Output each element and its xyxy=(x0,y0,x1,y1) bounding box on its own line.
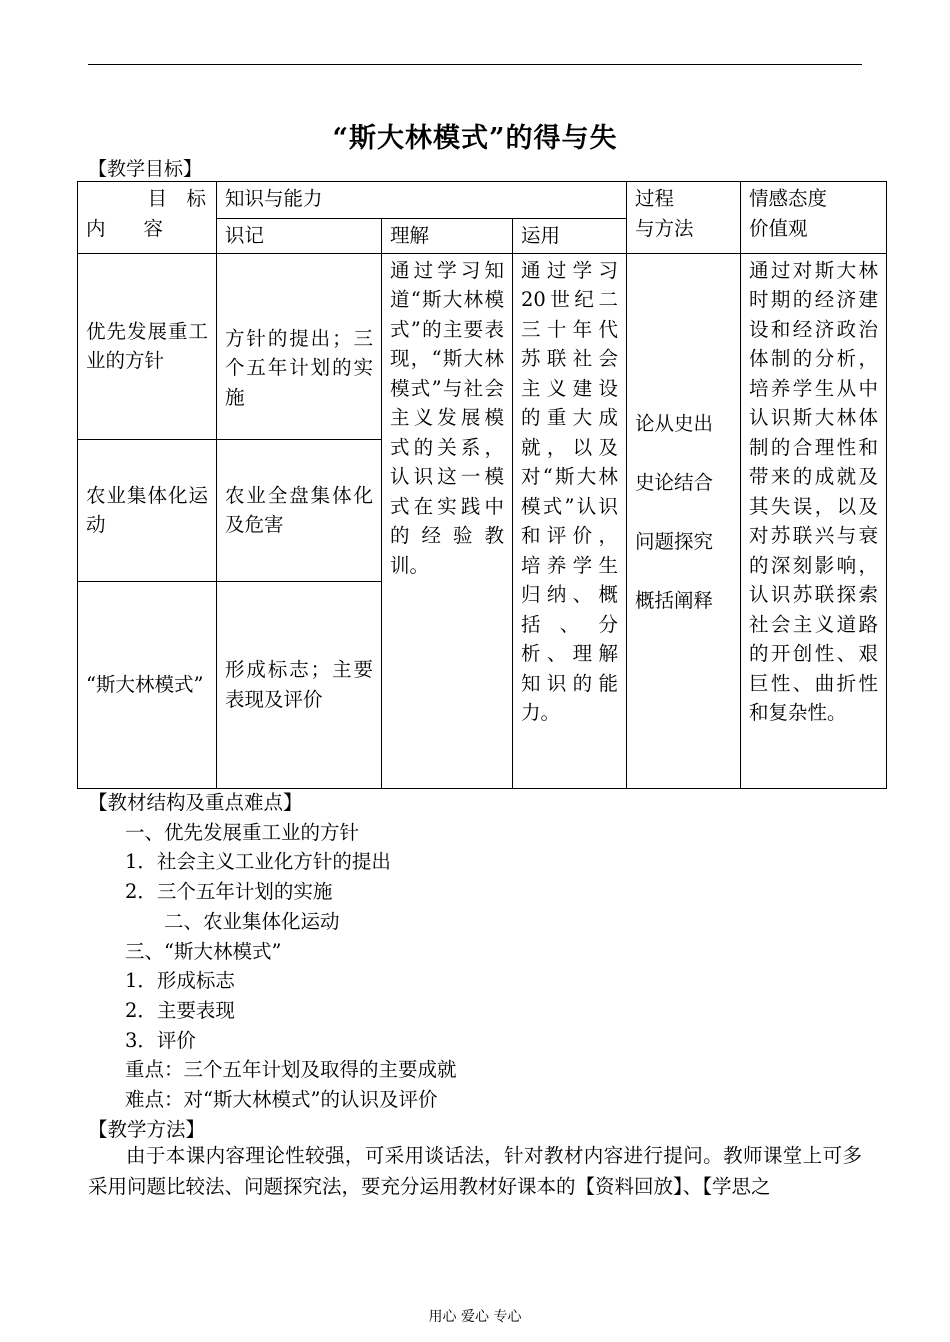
outline-item: 3．评价 xyxy=(125,1028,196,1052)
objectives-table xyxy=(77,181,887,789)
topic-cell: 优先发展重工业的方针 xyxy=(78,253,217,439)
understand-cell: 通过学习知道“斯大林模式”的主要表现，“斯大林模式”与社会主义发展模式的关系，认识这一模式在实践中的经验教训。 xyxy=(382,253,513,788)
method-item: 问题探究 xyxy=(635,529,714,553)
methods-cell xyxy=(627,253,741,788)
outline-item: 2．主要表现 xyxy=(125,998,235,1022)
method-item: 概括阐释 xyxy=(635,588,714,612)
section-structure-label: 【教材结构及重点难点】 xyxy=(88,791,303,814)
method-item: 论从史出 xyxy=(635,411,714,435)
process-method-header: 过程 与方法 xyxy=(627,182,741,254)
structure-outline xyxy=(88,788,457,1144)
recall-cell: 农业全盘集体化及危害 xyxy=(217,439,382,581)
outline-item: 1．社会主义工业化方针的提出 xyxy=(125,850,391,874)
goal-header-line2: 内容 xyxy=(86,217,202,240)
outline-item: 一、优先发展重工业的方针 xyxy=(125,820,360,844)
method-item: 史论结合 xyxy=(635,470,714,494)
outline-item: 2．三个五年计划的实施 xyxy=(125,880,333,904)
understand-header: 理解 xyxy=(382,219,513,254)
key-point: 重点：三个五年计划及取得的主要成就 xyxy=(125,1058,457,1082)
topic-cell: “斯大林模式” xyxy=(78,581,217,788)
recall-cell: 形成标志；主要表现及评价 xyxy=(217,581,382,788)
page-footer: 用心 爱心 专心 xyxy=(428,1309,522,1325)
outline-item: 三、“斯大林模式” xyxy=(125,939,282,963)
outline-item: 1．形成标志 xyxy=(125,969,235,993)
topic-cell: 农业集体化运动 xyxy=(78,439,217,581)
goal-content-header xyxy=(78,182,217,254)
knowledge-ability-header: 知识与能力 xyxy=(217,182,627,219)
difficult-point: 难点：对“斯大林模式”的认识及评价 xyxy=(125,1088,438,1112)
outline-item: 二、农业集体化运动 xyxy=(164,909,340,933)
recall-cell: 方针的提出；三个五年计划的实施 xyxy=(217,253,382,439)
apply-header: 运用 xyxy=(513,219,627,254)
recall-header: 识记 xyxy=(217,219,382,254)
goal-header-line1: 目 标 xyxy=(147,187,206,210)
section-method-label: 【教学方法】 xyxy=(88,1117,206,1141)
emotion-cell: 通过对斯大林时期的经济建设和经济政治体制的分析，培养学生从中认识斯大林体制的合理性和带来的成就及其失误，以及对苏联兴与衰的深刻影响，认识苏联探索社会主义道路的开创性、艰巨性、曲折性和复杂性。 xyxy=(741,253,887,788)
header-rule xyxy=(88,64,862,65)
section-objectives-label: 【教学目标】 xyxy=(88,158,203,180)
apply-cell: 通过学习20世纪二三十年代苏联社会主义建设的重大成就，以及对“斯大林模式”认识和评价，培养学生归纳、概括、分析、理解知识的能力。 xyxy=(513,253,627,788)
method-paragraph: 由于本课内容理论性较强，可采用谈话法，针对教材内容进行提问。教师课堂上可多采用问题比较法、问题探究法，要充分运用教材好课本的【资料回放】、【学思之 xyxy=(88,1144,862,1198)
emotion-values-header: 情感态度 价值观 xyxy=(741,182,887,254)
page-title: “斯大林模式”的得与失 xyxy=(332,123,618,154)
